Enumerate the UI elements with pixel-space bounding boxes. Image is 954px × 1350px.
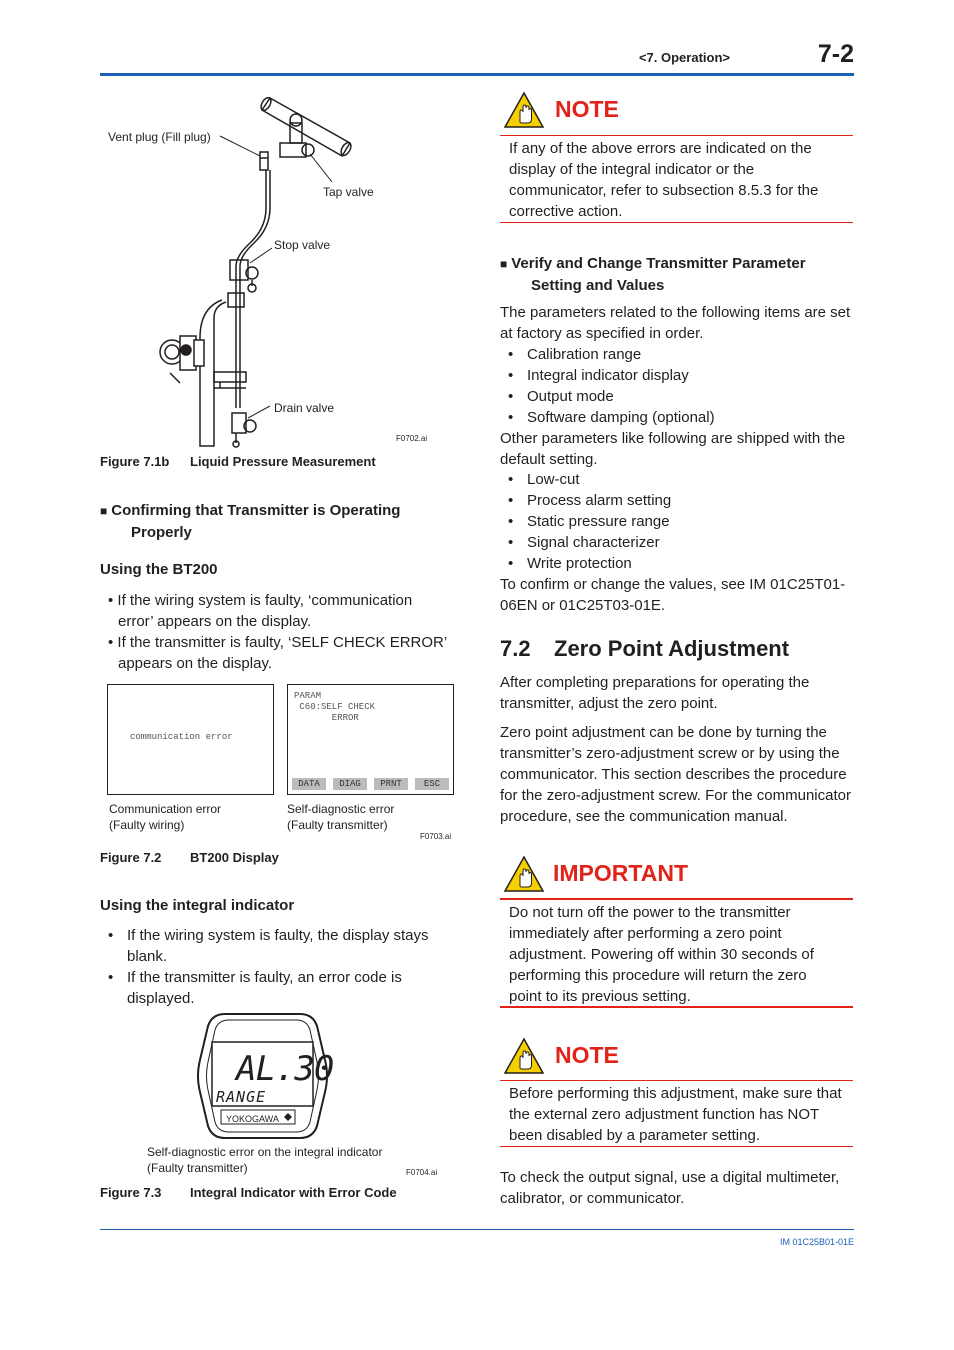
paragraph: After completing preparations for operating the transmitter, adjust the zero point. bbox=[500, 674, 810, 712]
note-body: If any of the above errors are indicated on the display of the integral indicator or the communicator, refer to subsection 8.5.3 for the corrective action. bbox=[509, 140, 819, 220]
softkey-data: DATA bbox=[292, 778, 326, 790]
note-title: NOTE bbox=[555, 1042, 619, 1068]
section-number: 7.2 bbox=[500, 636, 531, 661]
note-bottom-rule bbox=[500, 1146, 853, 1147]
softkey-prnt: PRNT bbox=[374, 778, 408, 790]
figure-file-id: F0703.ai bbox=[420, 832, 452, 841]
indicator-label bbox=[147, 1144, 382, 1176]
figure-caption bbox=[100, 1185, 397, 1200]
note-title: NOTE bbox=[555, 96, 619, 122]
figure-title: BT200 Display bbox=[190, 850, 279, 865]
list-item: • Output mode bbox=[500, 386, 854, 407]
vent-plug-label: Vent plug (Fill plug) bbox=[108, 130, 211, 144]
bt200-screen-comm-error bbox=[107, 684, 274, 795]
label-line: Communication error bbox=[109, 802, 222, 816]
factory-items-list bbox=[500, 344, 854, 428]
note-top-rule bbox=[500, 1080, 853, 1081]
bt200-bullet: • If the transmitter is faulty, ‘SELF CHECK ERROR’ appears on the display. bbox=[108, 634, 447, 672]
lcd-sub-text: RANGE bbox=[216, 1088, 267, 1106]
list-item: • Software damping (optional) bbox=[500, 407, 854, 428]
confirm-heading: ■ Confirming that Transmitter is Operating Properly bbox=[100, 500, 460, 543]
caution-hand-icon bbox=[503, 91, 545, 129]
list-item: • Low-cut bbox=[500, 469, 854, 490]
closing-paragraph: To check the output signal, use a digital multimeter, calibrator, or communicator. bbox=[500, 1169, 840, 1207]
list-item: • Calibration range bbox=[500, 344, 854, 365]
figure-title: Liquid Pressure Measurement bbox=[190, 454, 376, 469]
label-line: (Faulty transmitter) bbox=[287, 818, 388, 832]
bt200-heading: Using the BT200 bbox=[100, 561, 218, 578]
integral-bullet: • If the transmitter is faulty, an error code is displayed. bbox=[100, 967, 450, 1009]
self-diag-label bbox=[287, 801, 394, 833]
section-heading bbox=[500, 636, 789, 662]
figure-caption bbox=[100, 454, 376, 469]
screen-text: communication error bbox=[130, 732, 233, 742]
default-items-list bbox=[500, 469, 854, 574]
softkey-diag: DIAG bbox=[333, 778, 367, 790]
running-header-section: <7. Operation> bbox=[638, 50, 730, 65]
figure-number: Figure 7.1b bbox=[100, 454, 170, 469]
figure-number: Figure 7.3 bbox=[100, 1185, 162, 1200]
integral-heading: Using the integral indicator bbox=[100, 897, 295, 914]
softkey-esc: ESC bbox=[415, 778, 449, 790]
screen-line: PARAM bbox=[294, 691, 322, 701]
figure-file-id: F0702.ai bbox=[396, 434, 428, 443]
lcd-error-code: AL.30 bbox=[236, 1049, 334, 1089]
note-body: Before performing this adjustment, make sure that the external zero adjustment function has NOT been disabled by a parameter setting. bbox=[509, 1085, 842, 1144]
screen-line: C60:SELF CHECK bbox=[294, 702, 376, 712]
important-top-rule bbox=[500, 898, 853, 900]
important-title: IMPORTANT bbox=[553, 860, 689, 886]
section-title: Zero Point Adjustment bbox=[554, 636, 790, 661]
paragraph: Zero point adjustment can be done by turning the transmitter’s zero-adjustment screw or by using the communicator. This section describes the procedure for the zero-adjustment screw. For the communicator procedure, see the communication manual. bbox=[500, 724, 851, 825]
figure-file-id: F0704.ai bbox=[406, 1168, 438, 1177]
label-line: Self-diagnostic error bbox=[287, 802, 395, 816]
figure-number: Figure 7.2 bbox=[100, 850, 162, 865]
note-top-rule bbox=[500, 135, 853, 136]
label-line: (Faulty transmitter) bbox=[147, 1161, 248, 1175]
drain-valve-label: Drain valve bbox=[274, 401, 335, 415]
header-rule bbox=[100, 73, 854, 76]
list-item: • Static pressure range bbox=[500, 511, 854, 532]
list-item: • Signal characterizer bbox=[500, 532, 854, 553]
caution-hand-icon bbox=[503, 1037, 545, 1075]
tap-valve-label: Tap valve bbox=[323, 185, 374, 199]
list-item: • Process alarm setting bbox=[500, 490, 854, 511]
bt200-screen-self-check bbox=[287, 684, 454, 795]
page-number: 7-2 bbox=[817, 40, 854, 68]
footer-rule bbox=[100, 1229, 854, 1230]
confirm-heading-line2: Properly bbox=[131, 524, 192, 541]
caution-hand-icon bbox=[503, 855, 545, 893]
integral-bullet-list bbox=[100, 925, 450, 1009]
verify-outro: To confirm or change the values, see IM 01C25T01-06EN or 01C25T03-01E. bbox=[500, 576, 846, 614]
screen-line: ERROR bbox=[294, 713, 359, 723]
verify-mid: Other parameters like following are shipped with the default setting. bbox=[500, 430, 846, 468]
integral-bullet: • If the wiring system is faulty, the display stays blank. bbox=[100, 925, 450, 967]
stop-valve-label: Stop valve bbox=[274, 238, 331, 252]
figure-caption bbox=[100, 850, 279, 865]
label-line: (Faulty wiring) bbox=[109, 818, 185, 832]
important-body: Do not turn off the power to the transmitter immediately after performing a zero point adjustment. Powering off within 30 seconds of performing this procedure will return the zero point to its previous setting. bbox=[509, 904, 814, 1005]
label-line: Self-diagnostic error on the integral indicator bbox=[147, 1145, 383, 1159]
list-item: • Write protection bbox=[500, 553, 854, 574]
note-bottom-rule bbox=[500, 222, 853, 223]
brand-logo: YOKOGAWA bbox=[226, 1114, 279, 1124]
bt200-bullet: • If the wiring system is faulty, ‘communication error’ appears on the display. bbox=[108, 592, 413, 630]
verify-heading-line2: Setting and Values bbox=[531, 277, 665, 294]
bt200-bullet-list bbox=[108, 590, 448, 674]
verify-heading-line1: Verify and Change Transmitter Parameter bbox=[511, 255, 806, 272]
figure-title: Integral Indicator with Error Code bbox=[190, 1185, 397, 1200]
comm-error-label bbox=[109, 801, 221, 833]
confirm-heading-line1: Confirming that Transmitter is Operating bbox=[111, 502, 401, 519]
list-item: • Integral indicator display bbox=[500, 365, 854, 386]
verify-intro: The parameters related to the following items are set at factory as specified in order. bbox=[500, 304, 851, 342]
screen-text bbox=[294, 691, 375, 724]
verify-heading: ■ Verify and Change Transmitter Parameter Setting and Values bbox=[500, 253, 860, 296]
important-bottom-rule bbox=[500, 1006, 853, 1008]
document-code: IM 01C25B01-01E bbox=[779, 1237, 854, 1247]
